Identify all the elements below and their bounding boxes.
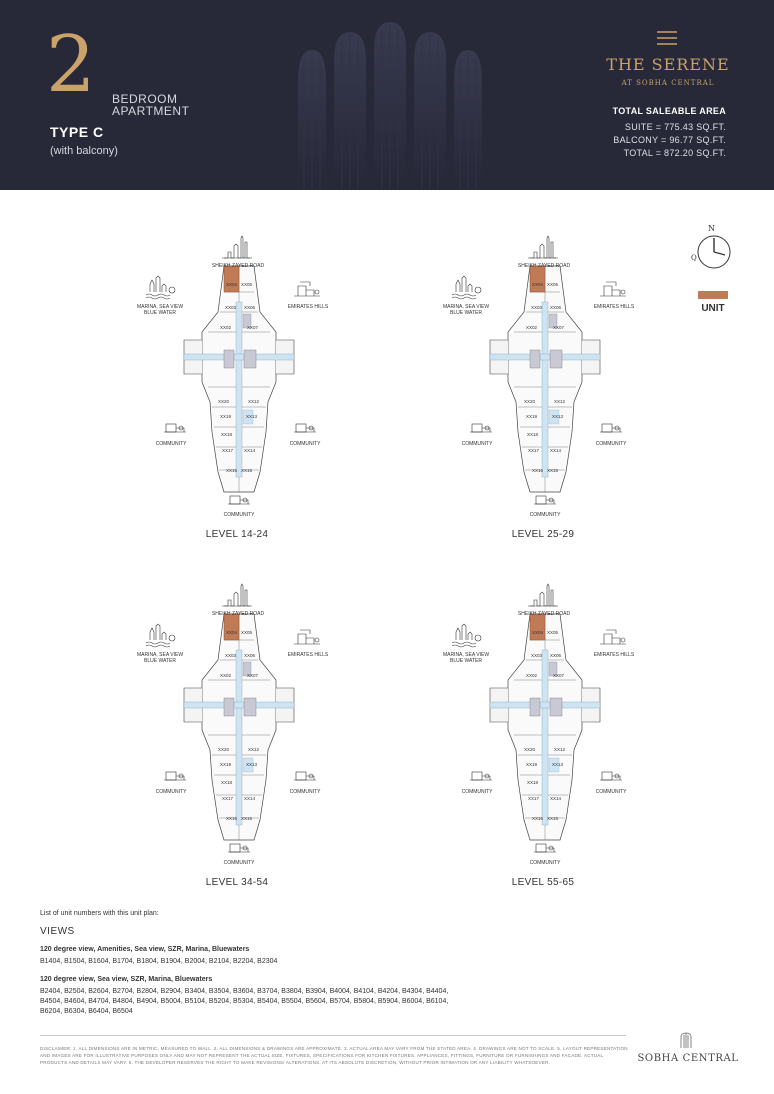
floor-plan-drawing bbox=[128, 232, 348, 552]
community-label-left: COMMUNITY bbox=[155, 789, 187, 795]
highlighted-unit bbox=[224, 614, 239, 640]
unit-label-xx20: XX20 bbox=[218, 399, 230, 404]
unit-label-xx07: XX07 bbox=[553, 325, 565, 330]
community-icon-right bbox=[600, 424, 622, 432]
balcony-area: BALCONY = 96.77 SQ.FT. bbox=[613, 135, 726, 145]
unit-label-xx16: XX16 bbox=[226, 468, 238, 473]
disclaimer-text: DISCLAIMER: 1. ALL DIMENSIONS ARE IN METRIC, MEASURED TO WALL. 2. ALL DIMENSIONS & DRAWINGS ARE APPROXIMATE. 3. ACTUAL AREA MAY VARY FROM THE STATED AREA. 4. DRAWINGS ARE NOT TO SCALE. 5. LAYOUT REPRESENTATION AND IMAGES ARE FOR ILLUSTRATIVE PURPOSES ONLY AND MAY NOT REPRESENT THE ACTUAL SIZE, FIXTURES, SPECIFICATIONS FOR KITCHEN FIXTURES, APPLIANCES, FITTINGS, FURNITURE OR FURNISHINGS AND FACADE. ACTUAL PRODUCTS AND DETAILS MAY VARY. 6. THE DEVELOPER RESERVES THE RIGHT TO MAKE REVISIONS/ ALTERATIONS, AT ITS ABSOLUTE DISCRETION, WITHOUT PRIOR INTIMATION OR ANY LIABILITY WHATSOEVER. bbox=[40, 1046, 628, 1065]
sheikh-zayed-road-label: SHEIKH ZAYED ROAD bbox=[211, 611, 265, 617]
community-icon-left bbox=[164, 772, 186, 780]
unit-label-xx18: XX18 bbox=[527, 780, 539, 785]
area-title: TOTAL SALEABLE AREA bbox=[612, 106, 726, 116]
level-label: LEVEL 34-54 bbox=[205, 877, 269, 888]
unit-label-xx16: XX16 bbox=[226, 816, 238, 821]
community-label-right: COMMUNITY bbox=[595, 789, 627, 795]
community-label-bottom: COMMUNITY bbox=[529, 860, 561, 866]
blue-water-label: BLUE WATER bbox=[144, 310, 176, 316]
unit-label-xx20: XX20 bbox=[524, 747, 536, 752]
sea-view-icon bbox=[452, 276, 481, 299]
community-icon-right bbox=[600, 772, 622, 780]
unit-legend-swatch bbox=[698, 291, 728, 299]
unit-label-xx18: XX18 bbox=[221, 432, 233, 437]
villa-icon bbox=[294, 282, 320, 296]
villa-icon bbox=[600, 630, 626, 644]
emirates-hills-label: EMIRATES HILLS bbox=[287, 304, 329, 310]
unit-label-xx13: XX13 bbox=[246, 414, 258, 419]
svg-text:Q: Q bbox=[691, 254, 697, 262]
community-label-left: COMMUNITY bbox=[155, 441, 187, 447]
emirates-hills-label: EMIRATES HILLS bbox=[287, 652, 329, 658]
unit-label-xx12: XX12 bbox=[248, 399, 260, 404]
skyline-icon bbox=[222, 236, 252, 258]
brand-name: THE SERENE bbox=[606, 55, 730, 74]
unit-type-title: TYPE C bbox=[50, 124, 104, 140]
floor-plan-drawing bbox=[434, 580, 654, 900]
community-label-right: COMMUNITY bbox=[289, 441, 321, 447]
community-icon-bottom bbox=[228, 496, 250, 504]
blue-water-label: BLUE WATER bbox=[450, 658, 482, 664]
community-icon-bottom bbox=[534, 496, 556, 504]
unit-legend-label: UNIT bbox=[701, 303, 725, 314]
unit-label-xx14: XX14 bbox=[550, 796, 562, 801]
unit-label-xx17: XX17 bbox=[222, 448, 234, 453]
unit-label-xx17: XX17 bbox=[222, 796, 234, 801]
sheikh-zayed-road-label: SHEIKH ZAYED ROAD bbox=[211, 263, 265, 269]
sobha-central-brand: SOBHA CENTRAL bbox=[637, 1053, 739, 1064]
community-icon-left bbox=[470, 424, 492, 432]
community-label-bottom: COMMUNITY bbox=[223, 512, 255, 518]
unit-label-xx07: XX07 bbox=[553, 673, 565, 678]
unit-label-xx19: XX19 bbox=[526, 762, 538, 767]
level-label: LEVEL 14-24 bbox=[205, 529, 269, 540]
unit-label-xx13: XX13 bbox=[246, 762, 258, 767]
sheikh-zayed-road-label: SHEIKH ZAYED ROAD bbox=[517, 263, 571, 269]
marina-view-label: MARINA, SEA VIEW bbox=[136, 652, 184, 658]
view-group-title: 120 degree view, Sea view, SZR, Marina, Bluewaters bbox=[40, 976, 213, 983]
emirates-hills-label: EMIRATES HILLS bbox=[593, 304, 635, 310]
unit-label-xx14: XX14 bbox=[244, 448, 256, 453]
unit-type-subtitle: (with balcony) bbox=[50, 145, 118, 157]
unit-label-xx03: XX03 bbox=[531, 653, 543, 658]
marina-view-label: MARINA, SEA VIEW bbox=[442, 304, 490, 310]
unit-label-xx15: XX15 bbox=[241, 816, 253, 821]
floor-plan-drawing bbox=[434, 232, 654, 552]
unit-label-xx02: XX02 bbox=[526, 325, 538, 330]
unit-label-xx07: XX07 bbox=[247, 673, 259, 678]
villa-icon bbox=[600, 282, 626, 296]
unit-label-xx04: XX04 bbox=[532, 630, 544, 635]
villa-icon bbox=[294, 630, 320, 644]
apartment-label: APARTMENT bbox=[112, 104, 190, 118]
unit-label-xx06: XX06 bbox=[244, 305, 256, 310]
unit-label-xx05: XX05 bbox=[241, 282, 253, 287]
unit-label-xx13: XX13 bbox=[552, 762, 564, 767]
unit-label-xx18: XX18 bbox=[527, 432, 539, 437]
community-icon-bottom bbox=[228, 844, 250, 852]
unit-label-xx02: XX02 bbox=[526, 673, 538, 678]
unit-label-xx05: XX05 bbox=[547, 282, 559, 287]
unit-label-xx13: XX13 bbox=[552, 414, 564, 419]
floor-plan-2 bbox=[434, 232, 654, 552]
highlighted-unit bbox=[224, 266, 239, 292]
total-area: TOTAL = 872.20 SQ.FT. bbox=[623, 148, 726, 158]
unit-label-xx20: XX20 bbox=[218, 747, 230, 752]
community-icon-left bbox=[470, 772, 492, 780]
corridor bbox=[542, 302, 548, 477]
corridor bbox=[236, 302, 242, 477]
unit-label-xx06: XX06 bbox=[550, 653, 562, 658]
serene-logo-icon bbox=[656, 30, 678, 46]
view-group-title: 120 degree view, Amenities, Sea view, SZR, Marina, Bluewaters bbox=[40, 946, 250, 953]
skyline-icon bbox=[528, 236, 558, 258]
corridor bbox=[542, 650, 548, 825]
community-label-left: COMMUNITY bbox=[461, 441, 493, 447]
community-label-bottom: COMMUNITY bbox=[529, 512, 561, 518]
brand-subtitle: AT SOBHA CENTRAL bbox=[621, 79, 715, 87]
community-icon-right bbox=[294, 772, 316, 780]
unit-label-xx03: XX03 bbox=[531, 305, 543, 310]
unit-label-xx05: XX05 bbox=[547, 630, 559, 635]
unit-label-xx06: XX06 bbox=[550, 305, 562, 310]
unit-label-xx15: XX15 bbox=[547, 816, 559, 821]
tower-graphic bbox=[290, 20, 490, 190]
unit-label-xx04: XX04 bbox=[226, 282, 238, 287]
highlighted-unit bbox=[530, 266, 545, 292]
level-label: LEVEL 25-29 bbox=[511, 529, 575, 540]
level-label: LEVEL 55-65 bbox=[511, 877, 575, 888]
marina-view-label: MARINA, SEA VIEW bbox=[136, 304, 184, 310]
floor-plan-drawing bbox=[128, 580, 348, 900]
unit-label-xx04: XX04 bbox=[532, 282, 544, 287]
view-group-units: B2404, B2504, B2604, B2704, B2804, B2904, B3404, B3504, B3604, B3704, B3804, B3904, B4004, B4104, B4204, B4304, B4404, B4504, B4604, B4704, B4804, B4904, B5004, B5104, B5204, B5304, B5404, B5504, B5604, B5704, B5804, B5904, B6004, B6104, B6204, B6304, B6404, B6504 bbox=[40, 988, 449, 1015]
footer-divider bbox=[40, 1035, 626, 1036]
sea-view-icon bbox=[452, 624, 481, 647]
skyline-icon bbox=[222, 584, 252, 606]
bedroom-label: BEDROOM bbox=[112, 92, 178, 106]
unit-label-xx18: XX18 bbox=[221, 780, 233, 785]
community-label-left: COMMUNITY bbox=[461, 789, 493, 795]
unit-label-xx19: XX19 bbox=[220, 762, 232, 767]
unit-label-xx12: XX12 bbox=[248, 747, 260, 752]
unit-label-xx12: XX12 bbox=[554, 399, 566, 404]
community-label-bottom: COMMUNITY bbox=[223, 860, 255, 866]
community-label-right: COMMUNITY bbox=[289, 789, 321, 795]
unit-label-xx05: XX05 bbox=[241, 630, 253, 635]
header-banner bbox=[0, 0, 774, 190]
unit-label-xx20: XX20 bbox=[524, 399, 536, 404]
unit-label-xx12: XX12 bbox=[554, 747, 566, 752]
bedroom-count: 2 bbox=[46, 20, 96, 110]
marina-view-label: MARINA, SEA VIEW bbox=[442, 652, 490, 658]
unit-label-xx06: XX06 bbox=[244, 653, 256, 658]
floor-plan-4 bbox=[434, 580, 654, 900]
blue-water-label: BLUE WATER bbox=[450, 310, 482, 316]
unit-list-title: List of unit numbers with this unit plan: bbox=[40, 910, 159, 917]
sea-view-icon bbox=[146, 276, 175, 299]
unit-label-xx02: XX02 bbox=[220, 325, 232, 330]
unit-label-xx17: XX17 bbox=[528, 796, 540, 801]
floor-plan-3 bbox=[128, 580, 348, 900]
unit-label-xx15: XX15 bbox=[241, 468, 253, 473]
sobha-logo-icon bbox=[678, 1031, 694, 1049]
unit-label-xx16: XX16 bbox=[532, 468, 544, 473]
view-group-units: B1404, B1504, B1604, B1704, B1804, B1904, B2004, B2104, B2204, B2304 bbox=[40, 958, 278, 965]
highlighted-unit bbox=[530, 614, 545, 640]
sea-view-icon bbox=[146, 624, 175, 647]
unit-label-xx19: XX19 bbox=[220, 414, 232, 419]
suite-area: SUITE = 775.43 SQ.FT. bbox=[624, 122, 726, 132]
sheikh-zayed-road-label: SHEIKH ZAYED ROAD bbox=[517, 611, 571, 617]
community-icon-right bbox=[294, 424, 316, 432]
unit-label-xx14: XX14 bbox=[244, 796, 256, 801]
corridor bbox=[236, 650, 242, 825]
unit-label-xx14: XX14 bbox=[550, 448, 562, 453]
community-label-right: COMMUNITY bbox=[595, 441, 627, 447]
unit-label-xx17: XX17 bbox=[528, 448, 540, 453]
floor-plan-1 bbox=[128, 232, 348, 552]
community-icon-bottom bbox=[534, 844, 556, 852]
compass-north-label: N bbox=[708, 224, 715, 233]
unit-label-xx02: XX02 bbox=[220, 673, 232, 678]
blue-water-label: BLUE WATER bbox=[144, 658, 176, 664]
unit-label-xx03: XX03 bbox=[225, 653, 237, 658]
emirates-hills-label: EMIRATES HILLS bbox=[593, 652, 635, 658]
community-icon-left bbox=[164, 424, 186, 432]
unit-label-xx19: XX19 bbox=[526, 414, 538, 419]
skyline-icon bbox=[528, 584, 558, 606]
unit-label-xx16: XX16 bbox=[532, 816, 544, 821]
unit-label-xx03: XX03 bbox=[225, 305, 237, 310]
unit-label-xx15: XX15 bbox=[547, 468, 559, 473]
unit-label-xx04: XX04 bbox=[226, 630, 238, 635]
unit-label-xx07: XX07 bbox=[247, 325, 259, 330]
views-title: VIEWS bbox=[40, 926, 75, 937]
